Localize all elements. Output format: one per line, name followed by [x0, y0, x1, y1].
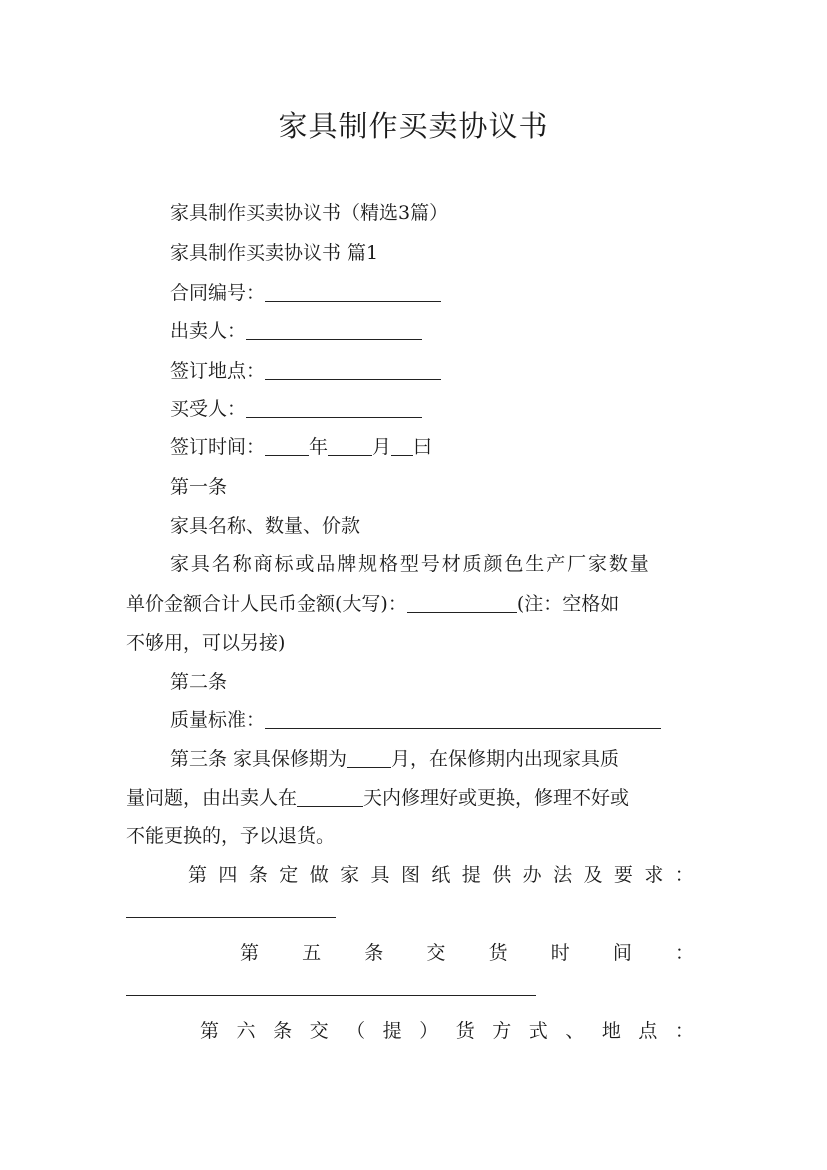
amount-blank: [407, 593, 517, 613]
contract-number-field: [170, 278, 701, 305]
article-4-char: 图: [400, 864, 420, 886]
article-4-heading: [188, 860, 694, 887]
contract-number-blank: [265, 282, 441, 302]
article-6-char: ）: [419, 1020, 439, 1042]
quality-field: [170, 705, 701, 732]
article-4-char: 办: [522, 864, 542, 886]
month-blank: [328, 436, 372, 456]
intro-line: 家具制作买卖协议书（精选3篇）: [170, 202, 449, 224]
article-3-text-a: 第三条 家具保修期为: [170, 748, 348, 770]
article-5-char: ：: [674, 942, 694, 964]
buyer-field: [170, 394, 701, 421]
article-4-char: 及: [583, 864, 603, 886]
article-1-heading: 第一条: [170, 476, 228, 498]
buyer-label: 买受人：: [170, 398, 247, 420]
article-4-char: 家: [340, 864, 360, 886]
month-label: 月: [372, 436, 392, 458]
article-6-char: 第: [200, 1020, 220, 1042]
article-4-char: 纸: [431, 864, 451, 886]
sign-place-blank: [265, 360, 441, 380]
article-4-char: 供: [492, 864, 512, 886]
article-6-char: 地: [601, 1020, 621, 1042]
article-5-char: 时: [550, 942, 570, 964]
buyer-blank: [246, 398, 422, 418]
quality-blank: [265, 709, 661, 729]
part-heading: 家具制作买卖协议书 篇1: [170, 242, 379, 264]
article-4-blank: [126, 916, 336, 918]
article-3-line3: 不能更换的，予以退货。: [126, 825, 336, 847]
article-6-char: 条: [273, 1020, 293, 1042]
year-blank: [265, 436, 309, 456]
article-6-char: 点: [638, 1020, 658, 1042]
article-5-char: 第: [240, 942, 260, 964]
article-5-char: 五: [302, 942, 322, 964]
seller-label: 出卖人：: [170, 320, 247, 342]
amount-label: 单价金额合计人民币金额(大写)：: [126, 593, 407, 615]
document-title: 家具制作买卖协议书: [278, 109, 549, 143]
article-4-char: 四: [218, 864, 238, 886]
article-1-body-line2: [126, 589, 701, 616]
article-6-char: ：: [674, 1020, 694, 1042]
article-6-char: 交: [309, 1020, 329, 1042]
article-4-char: 做: [309, 864, 329, 886]
article-6-char: 货: [455, 1020, 475, 1042]
article-6-char: 式: [528, 1020, 548, 1042]
seller-field: [170, 316, 701, 343]
article-1-body-line3: 不够用，可以另接): [126, 632, 286, 654]
warranty-months-blank: [347, 748, 391, 768]
note-text: (注：空格如: [516, 593, 620, 615]
day-label: 曰: [413, 436, 433, 458]
quality-label: 质量标准：: [170, 709, 266, 731]
sign-time-field: [170, 432, 701, 459]
article-5-heading: [240, 938, 694, 965]
article-4-char: 定: [279, 864, 299, 886]
article-4-char: 第: [188, 864, 208, 886]
article-4-char: 法: [553, 864, 573, 886]
article-4-char: 条: [248, 864, 268, 886]
article-5-char: 交: [426, 942, 446, 964]
repair-days-blank: [297, 787, 363, 807]
article-6-heading: [200, 1016, 694, 1043]
article-5-char: 货: [488, 942, 508, 964]
article-6-char: 、: [565, 1020, 585, 1042]
article-5-blank: [126, 994, 536, 996]
year-label: 年: [309, 436, 329, 458]
article-2-heading: 第二条: [170, 671, 228, 693]
article-4-char: ：: [674, 864, 694, 886]
article-3-text-d: 天内修理好或更换，修理不好或: [363, 787, 630, 809]
article-4-char: 要: [613, 864, 633, 886]
article-4-char: 提: [461, 864, 481, 886]
article-4-char: 具: [370, 864, 390, 886]
article-3-text-b: 月，在保修期内出现家具质: [391, 748, 620, 770]
sign-place-label: 签订地点：: [170, 360, 266, 382]
contract-number-label: 合同编号：: [170, 282, 266, 304]
article-6-char: 六: [236, 1020, 256, 1042]
article-4-char: 求: [644, 864, 664, 886]
article-5-char: 间: [612, 942, 632, 964]
article-3-line2: [126, 783, 701, 810]
article-6-char: （: [346, 1020, 366, 1042]
article-1-body-line1: 家具名称商标或品牌规格型号材质颜色生产厂家数量: [170, 553, 651, 575]
article-1-title: 家具名称、数量、价款: [170, 515, 361, 537]
article-6-char: 方: [492, 1020, 512, 1042]
sign-time-label: 签订时间：: [170, 436, 266, 458]
article-3-line1: [170, 744, 701, 771]
day-blank: [391, 436, 413, 456]
article-6-char: 提: [382, 1020, 402, 1042]
seller-blank: [246, 320, 422, 340]
article-3-text-c: 量问题，由出卖人在: [126, 787, 298, 809]
article-5-char: 条: [364, 942, 384, 964]
sign-place-field: [170, 356, 701, 383]
